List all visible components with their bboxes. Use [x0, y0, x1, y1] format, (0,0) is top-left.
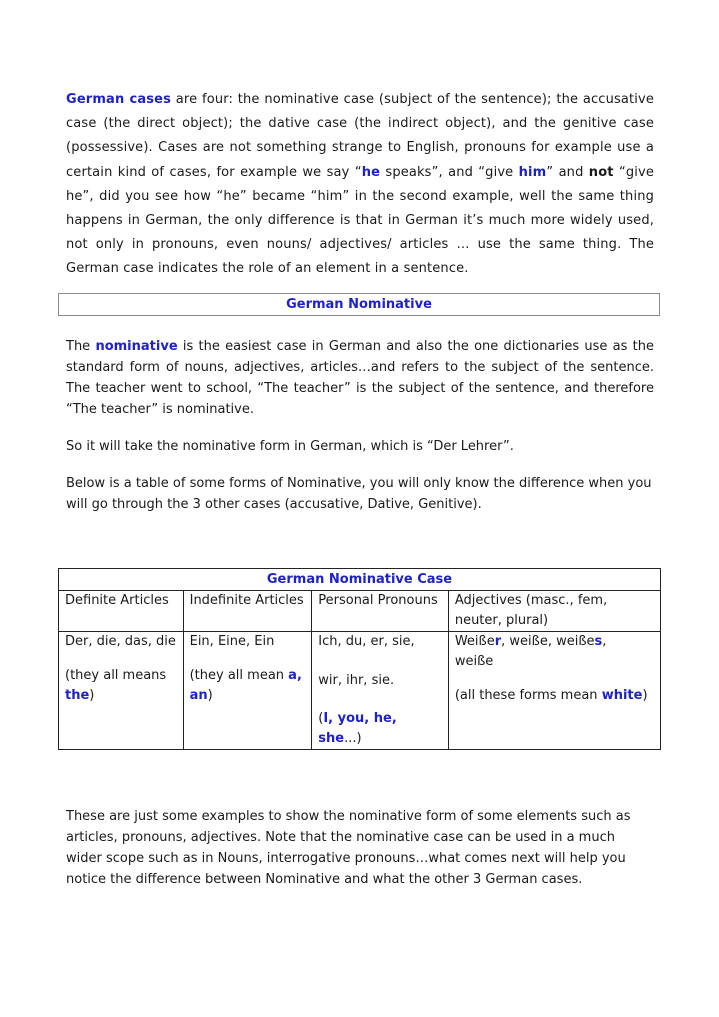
cell-definite	[59, 632, 184, 750]
him-emphasis: him	[518, 164, 547, 180]
he-emphasis: he	[361, 164, 381, 180]
german-cases-term: German cases	[66, 92, 172, 107]
adjective-meaning: white	[601, 688, 643, 703]
example-paragraph: So it will take the nominative form in German, which is “Der Lehrer”.	[66, 439, 514, 454]
adj-ending-r: r	[494, 634, 502, 649]
adj-form-3: ,	[602, 634, 607, 649]
nominative-paragraph	[66, 336, 654, 420]
definite-meaning: the	[65, 688, 90, 703]
intro-text-4: “give he”, did you see how “he” became “him” in the second example, well the same thing happens in German, the only difference is that in German it’s much more widely used, not only in pronouns, even nouns/ adjectives/ articles … use the same thing. The German case indicates the role of an element in a sentence.	[66, 164, 655, 277]
nominative-term: nominative	[95, 339, 178, 354]
definite-note-post: )	[89, 688, 95, 703]
indefinite-forms: Ein, Eine, Ein	[189, 634, 275, 649]
section-heading-box	[58, 293, 660, 316]
personal-note-pre: (	[318, 711, 324, 726]
indefinite-note-post: )	[207, 688, 213, 703]
indefinite-note	[190, 666, 306, 706]
intro-text-1: are four: the nominative case (subject of the sentence); the accusative case (the direct object); the dative case (the indirect object), and the genitive case (possessive). Cases are not something strange to English, pronouns for example use a certain kind of cases, for example we say “	[66, 92, 654, 180]
indefinite-note-pre: (they all mean	[189, 668, 289, 683]
table-title: German Nominative Case	[266, 572, 453, 587]
header-indefinite: Indefinite Articles	[183, 591, 312, 632]
table-row	[59, 632, 661, 750]
table-header-row	[59, 591, 661, 632]
personal-note	[318, 709, 442, 749]
adjective-note-post: )	[642, 688, 648, 703]
section-heading: German Nominative	[286, 297, 432, 312]
adj-ending-s: s	[594, 634, 603, 649]
table-intro-paragraph: Below is a table of some forms of Nominative, you will only know the difference when you will go through the 3 other cases (accusative, Dative, Genitive).	[66, 476, 652, 512]
personal-forms-1: Ich, du, er, sie,	[318, 634, 415, 649]
intro-text-3: ” and	[546, 164, 589, 180]
definite-forms: Der, die, das, die	[65, 634, 176, 649]
personal-forms-2: wir, ihr, sie.	[318, 673, 395, 688]
nominative-text-1: The	[66, 339, 96, 354]
definite-note	[65, 666, 177, 706]
adjective-note	[455, 686, 660, 706]
personal-note-post: ...)	[344, 731, 362, 746]
indefinite-meaning: a, an	[189, 668, 302, 703]
header-personal: Personal Pronouns	[312, 591, 449, 632]
cell-indefinite	[183, 632, 312, 750]
intro-text-2: speaks”, and “give	[380, 164, 519, 180]
cell-personal	[312, 632, 449, 750]
nominative-table	[58, 568, 661, 750]
personal-meaning: I, you, he, she	[318, 711, 397, 746]
header-adjectives: Adjectives (masc., fem, neuter, plural)	[448, 591, 660, 632]
closing-paragraph: These are just some examples to show the nominative form of some elements such as articles, pronouns, adjectives. Note that the nominative case can be used in a much wider scope such as in Nouns, interrogative pronouns…what comes next will help you notice the difference between Nominative and what the other 3 German cases.	[66, 809, 631, 887]
not-emphasis: not	[588, 164, 614, 180]
header-definite: Definite Articles	[59, 591, 184, 632]
table-title-cell	[59, 569, 661, 591]
adjective-forms	[455, 632, 654, 652]
nominative-text-2: is the easiest case in German and also the one dictionaries use as the standard form of nouns, adjectives, articles…and refers to the subject of the sentence. The teacher went to school, “The teacher” is the subject of the sentence, and therefore “The teacher” is nominative.	[66, 339, 655, 417]
adjective-note-pre: (all these forms mean	[454, 688, 602, 703]
cell-adjectives	[448, 632, 660, 750]
intro-paragraph	[66, 88, 654, 282]
definite-note-pre: (they all means	[65, 668, 167, 683]
adj-form-1: Weiße	[454, 634, 495, 649]
adj-form-2: , weiße, weiße	[501, 634, 595, 649]
adjective-form-plural: weiße	[454, 654, 494, 669]
